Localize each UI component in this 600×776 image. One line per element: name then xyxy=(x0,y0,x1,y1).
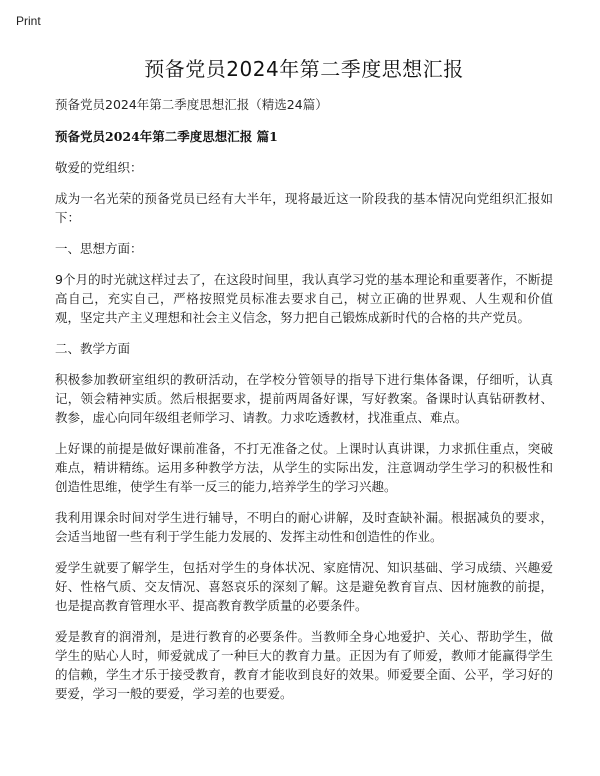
document-title: 预备党员2024年第二季度思想汇报 xyxy=(144,57,464,81)
print-label: Print xyxy=(16,14,41,28)
paragraph-teaching-3: 我利用课余时间对学生进行辅导，不明白的耐心讲解，及时查缺补漏。根据减负的要求，会适当地留一些有利于学生能力发展的、发挥主动性和创造性的作业。 xyxy=(55,510,553,544)
document-subtitle: 预备党员2024年第二季度思想汇报（精选24篇） xyxy=(55,97,328,112)
paragraph-teaching-5: 爱是教育的润滑剂，是进行教育的必要条件。当教师全身心地爱护、关心、帮助学生，做学生的贴心人时，师爱就成了一种巨大的教育力量。正因为有了师爱，教师才能赢得学生的信赖，学生才乐于接受教育，教育才能收到良好的效果。师爱要全面、公平，学习好的要爱，学习一般的要爱，学习差的也要爱。 xyxy=(55,629,553,701)
paragraph-heading-thought: 一、思想方面： xyxy=(55,241,143,256)
paragraph-thought: 9个月的时光就这样过去了，在这段时间里，我认真学习党的基本理论和重要著作，不断提高自己，充实自己，严格按照党员标准去要求自己，树立正确的世界观、人生观和价值观，坚定共产主义理想和社会主义信念，努力把自己锻炼成新时代的合格的共产党员。 xyxy=(55,272,553,325)
paragraph-salutation: 敬爱的党组织： xyxy=(55,160,143,175)
paragraph-teaching-4: 爱学生就要了解学生，包括对学生的身体状况、家庭情况、知识基础、学习成绩、兴趣爱好、性格气质、交友情况、喜怒哀乐的深刻了解。这是避免教育盲点、因材施教的前提，也是提高教育管理水平、提高教育教学质量的必要条件。 xyxy=(55,560,553,613)
document-body xyxy=(55,56,553,715)
paragraph-teaching-2: 上好课的前提是做好课前准备，不打无准备之仗。上课时认真讲课，力求抓住重点，突破难点，精讲精练。运用多种教学方法，从学生的实际出发，注意调动学生学习的积极性和创造性思维，使学生有举一反三的能力,培养学生的学习兴趣。 xyxy=(55,441,553,494)
section-heading: 预备党员2024年第二季度思想汇报 篇1 xyxy=(55,129,278,144)
paragraph-teaching-1: 积极参加教研室组织的教研活动，在学校分管领导的指导下进行集体备课，仔细听，认真记，领会精神实质。然后根据要求，提前两周备好课，写好教案。备课时认真钻研教材、教参，虚心向同年级组老师学习、请教。力求吃透教材，找准重点、难点。 xyxy=(55,372,553,425)
paragraph-heading-teaching: 二、教学方面 xyxy=(55,341,131,356)
paragraph-intro: 成为一名光荣的预备党员已经有大半年，现将最近这一阶段我的基本情况向党组织汇报如下： xyxy=(55,191,553,225)
